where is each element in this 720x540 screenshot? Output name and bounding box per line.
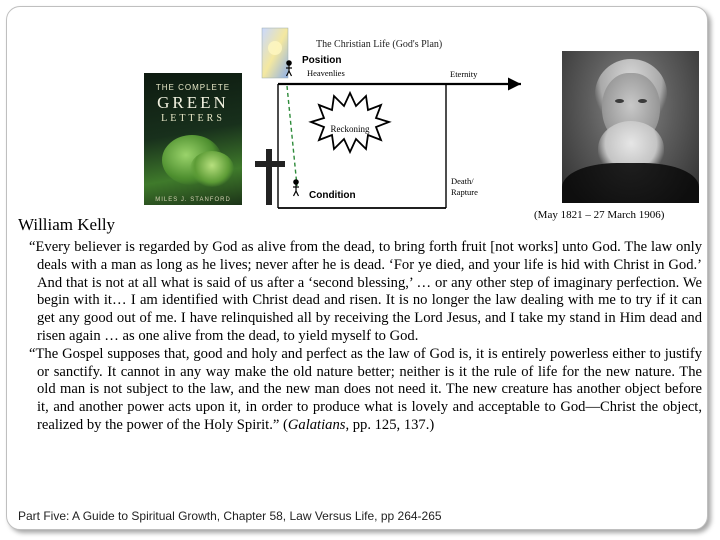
portrait-caption: (May 1821 – 27 March 1906) <box>534 209 665 221</box>
reckoning-starburst <box>311 93 389 152</box>
condition-label: Condition <box>309 190 356 201</box>
book-cover-image <box>144 73 242 205</box>
rapture-label: Rapture <box>451 187 478 197</box>
cross-icon <box>250 147 290 205</box>
quote-2-pages: , pp. 125, 137.) <box>345 416 435 433</box>
book-series-text: THE COMPLETE <box>155 83 231 92</box>
heavenly-picture-glow <box>268 41 282 55</box>
author-name: William Kelly <box>18 215 116 234</box>
diagram-title: The Christian Life (God's Plan) <box>316 39 443 50</box>
book-author-text: MILES J. STANFORD <box>155 197 231 203</box>
christian-life-diagram <box>255 26 527 212</box>
stick-figure-bottom <box>293 180 299 196</box>
quote-2-source: Galatians <box>287 416 346 433</box>
death-label: Death/ <box>451 176 474 186</box>
william-kelly-portrait <box>562 51 699 203</box>
book-leaf-art-2 <box>190 151 234 187</box>
heavenlies-label: Heavenlies <box>307 68 345 78</box>
quote-2-text: “The Gospel supposes that, good and holy and perfect as the law of God is, it is entirely powerless either to justify or sanctify. It cannot in any way make the old nature better; neither is it the rule of life for the new nature. The old man is not subject to the law, and the new man does not need it. The new creature has another object before it, and another power acts upon it, in order to produce what is lovely and acceptable to God—Christ the object, realized by the power of the Holy Spirit.” ( <box>29 345 702 433</box>
reckoning-label: Reckoning <box>330 124 370 134</box>
quote-1: “Every believer is regarded by God as alive from the dead, to bring forth fruit [not works] unto God. The law only deals with a man as long as he lives; never after he is dead. ‘For ye died, and your life is hid with Christ in God.’ And that is not at all what is said of us after a ‘second blessing,’ … or any other step of imaginary perfection. We begin with it… I am identified with Christ dead and risen. It is no longer the law dealing with me to try if it can get any good out of me. I have relinquished all by receiving the Lord Jesus, and I take my stand in Him dead and risen again … as one alive from the dead, to yield myself to God. <box>29 239 702 344</box>
book-title-line2: LETTERS <box>161 113 225 124</box>
source-citation: Part Five: A Guide to Spiritual Growth, Chapter 58, Law Versus Life, pp 264-265 <box>18 509 442 523</box>
book-title-line1: GREEN <box>157 93 229 112</box>
quote-2 <box>18 346 702 435</box>
position-label: Position <box>302 55 342 66</box>
eternity-label: Eternity <box>450 69 478 79</box>
quotes-block <box>18 239 702 435</box>
